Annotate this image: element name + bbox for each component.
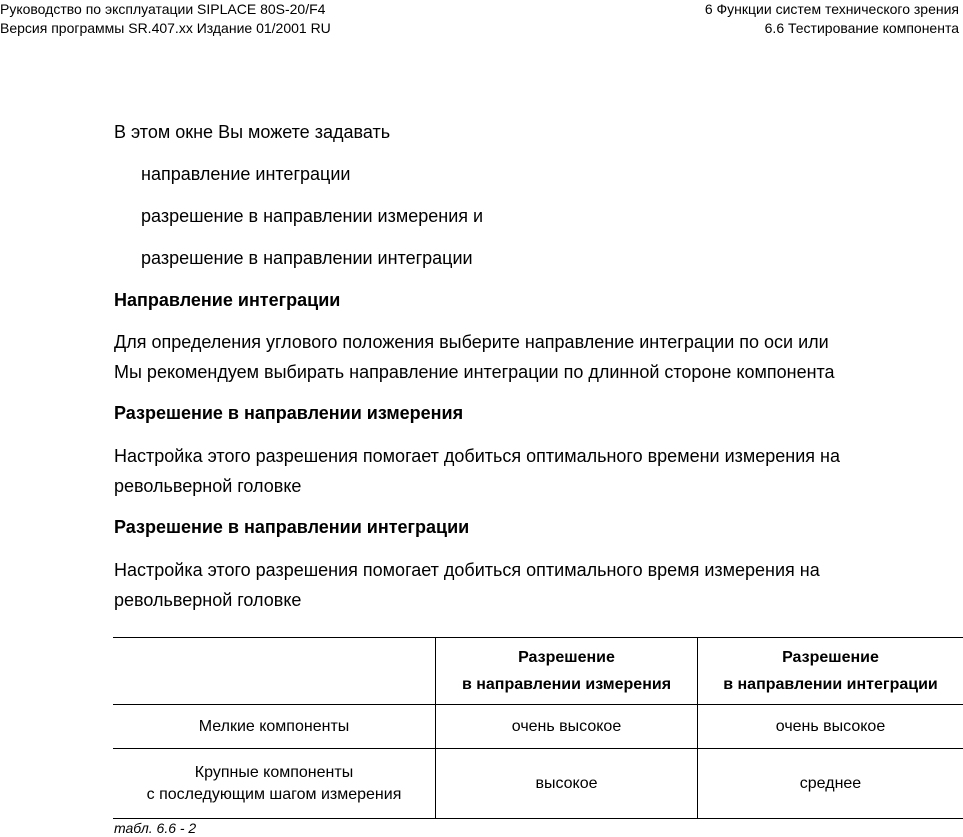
section-heading: Направление интеграции — [114, 290, 341, 310]
row-label — [113, 705, 436, 749]
list-item: разрешение в направлении интеграции — [141, 248, 473, 268]
header-cell-empty — [113, 638, 436, 705]
header-cell — [436, 638, 698, 705]
table-cell: высокое — [436, 749, 698, 819]
document-header-left — [0, 0, 331, 38]
header-cell — [698, 638, 963, 705]
paragraph-line: Настройка этого разрешения помогает добиться оптимального время измерения на — [114, 560, 820, 580]
table-caption: табл. 6.6 - 2 — [114, 820, 197, 836]
paragraph-line: Мы рекомендуем выбирать направление интеграции по длинной стороне компонента — [114, 362, 835, 382]
section-heading: Разрешение в направлении измерения — [114, 403, 464, 423]
table-row — [113, 749, 963, 819]
table-cell: очень высокое — [698, 705, 963, 749]
section-title: 6.6 Тестирование компонента — [764, 20, 959, 36]
manual-title: Руководство по эксплуатации SIPLACE 80S-20/F4 — [0, 1, 326, 17]
row-label-line: Крупные компоненты — [194, 763, 354, 781]
table-cell: среднее — [698, 749, 963, 819]
document-header-right — [705, 0, 959, 38]
paragraph-line: Для определения углового положения выберите направление интеграции по оси или — [114, 332, 829, 352]
row-label — [113, 749, 436, 819]
chapter-title: 6 Функции систем технического зрения — [704, 1, 959, 17]
header-line: в направлении интеграции — [723, 676, 938, 693]
header-line: Разрешение — [518, 649, 615, 666]
paragraph-line: револьверной головке — [114, 590, 302, 610]
row-label-line: с последующим шагом измерения — [146, 785, 402, 803]
list-item: направление интеграции — [141, 164, 351, 184]
resolution-table — [113, 637, 963, 819]
header-line: в направлении измерения — [461, 676, 672, 693]
table-cell: очень высокое — [436, 705, 698, 749]
version-edition: Версия программы SR.407.xx Издание 01/2001 RU — [0, 20, 331, 36]
row-label-line: Мелкие компоненты — [198, 717, 350, 735]
section-heading: Разрешение в направлении интеграции — [114, 517, 470, 537]
paragraph-line: Настройка этого разрешения помогает добиться оптимального времени измерения на — [114, 446, 840, 466]
intro-text: В этом окне Вы можете задавать — [114, 122, 391, 142]
header-line: Разрешение — [782, 649, 879, 666]
list-item: разрешение в направлении измерения и — [141, 206, 484, 226]
paragraph-line: револьверной головке — [114, 476, 302, 496]
table-header-row — [113, 638, 963, 705]
table-row — [113, 705, 963, 749]
